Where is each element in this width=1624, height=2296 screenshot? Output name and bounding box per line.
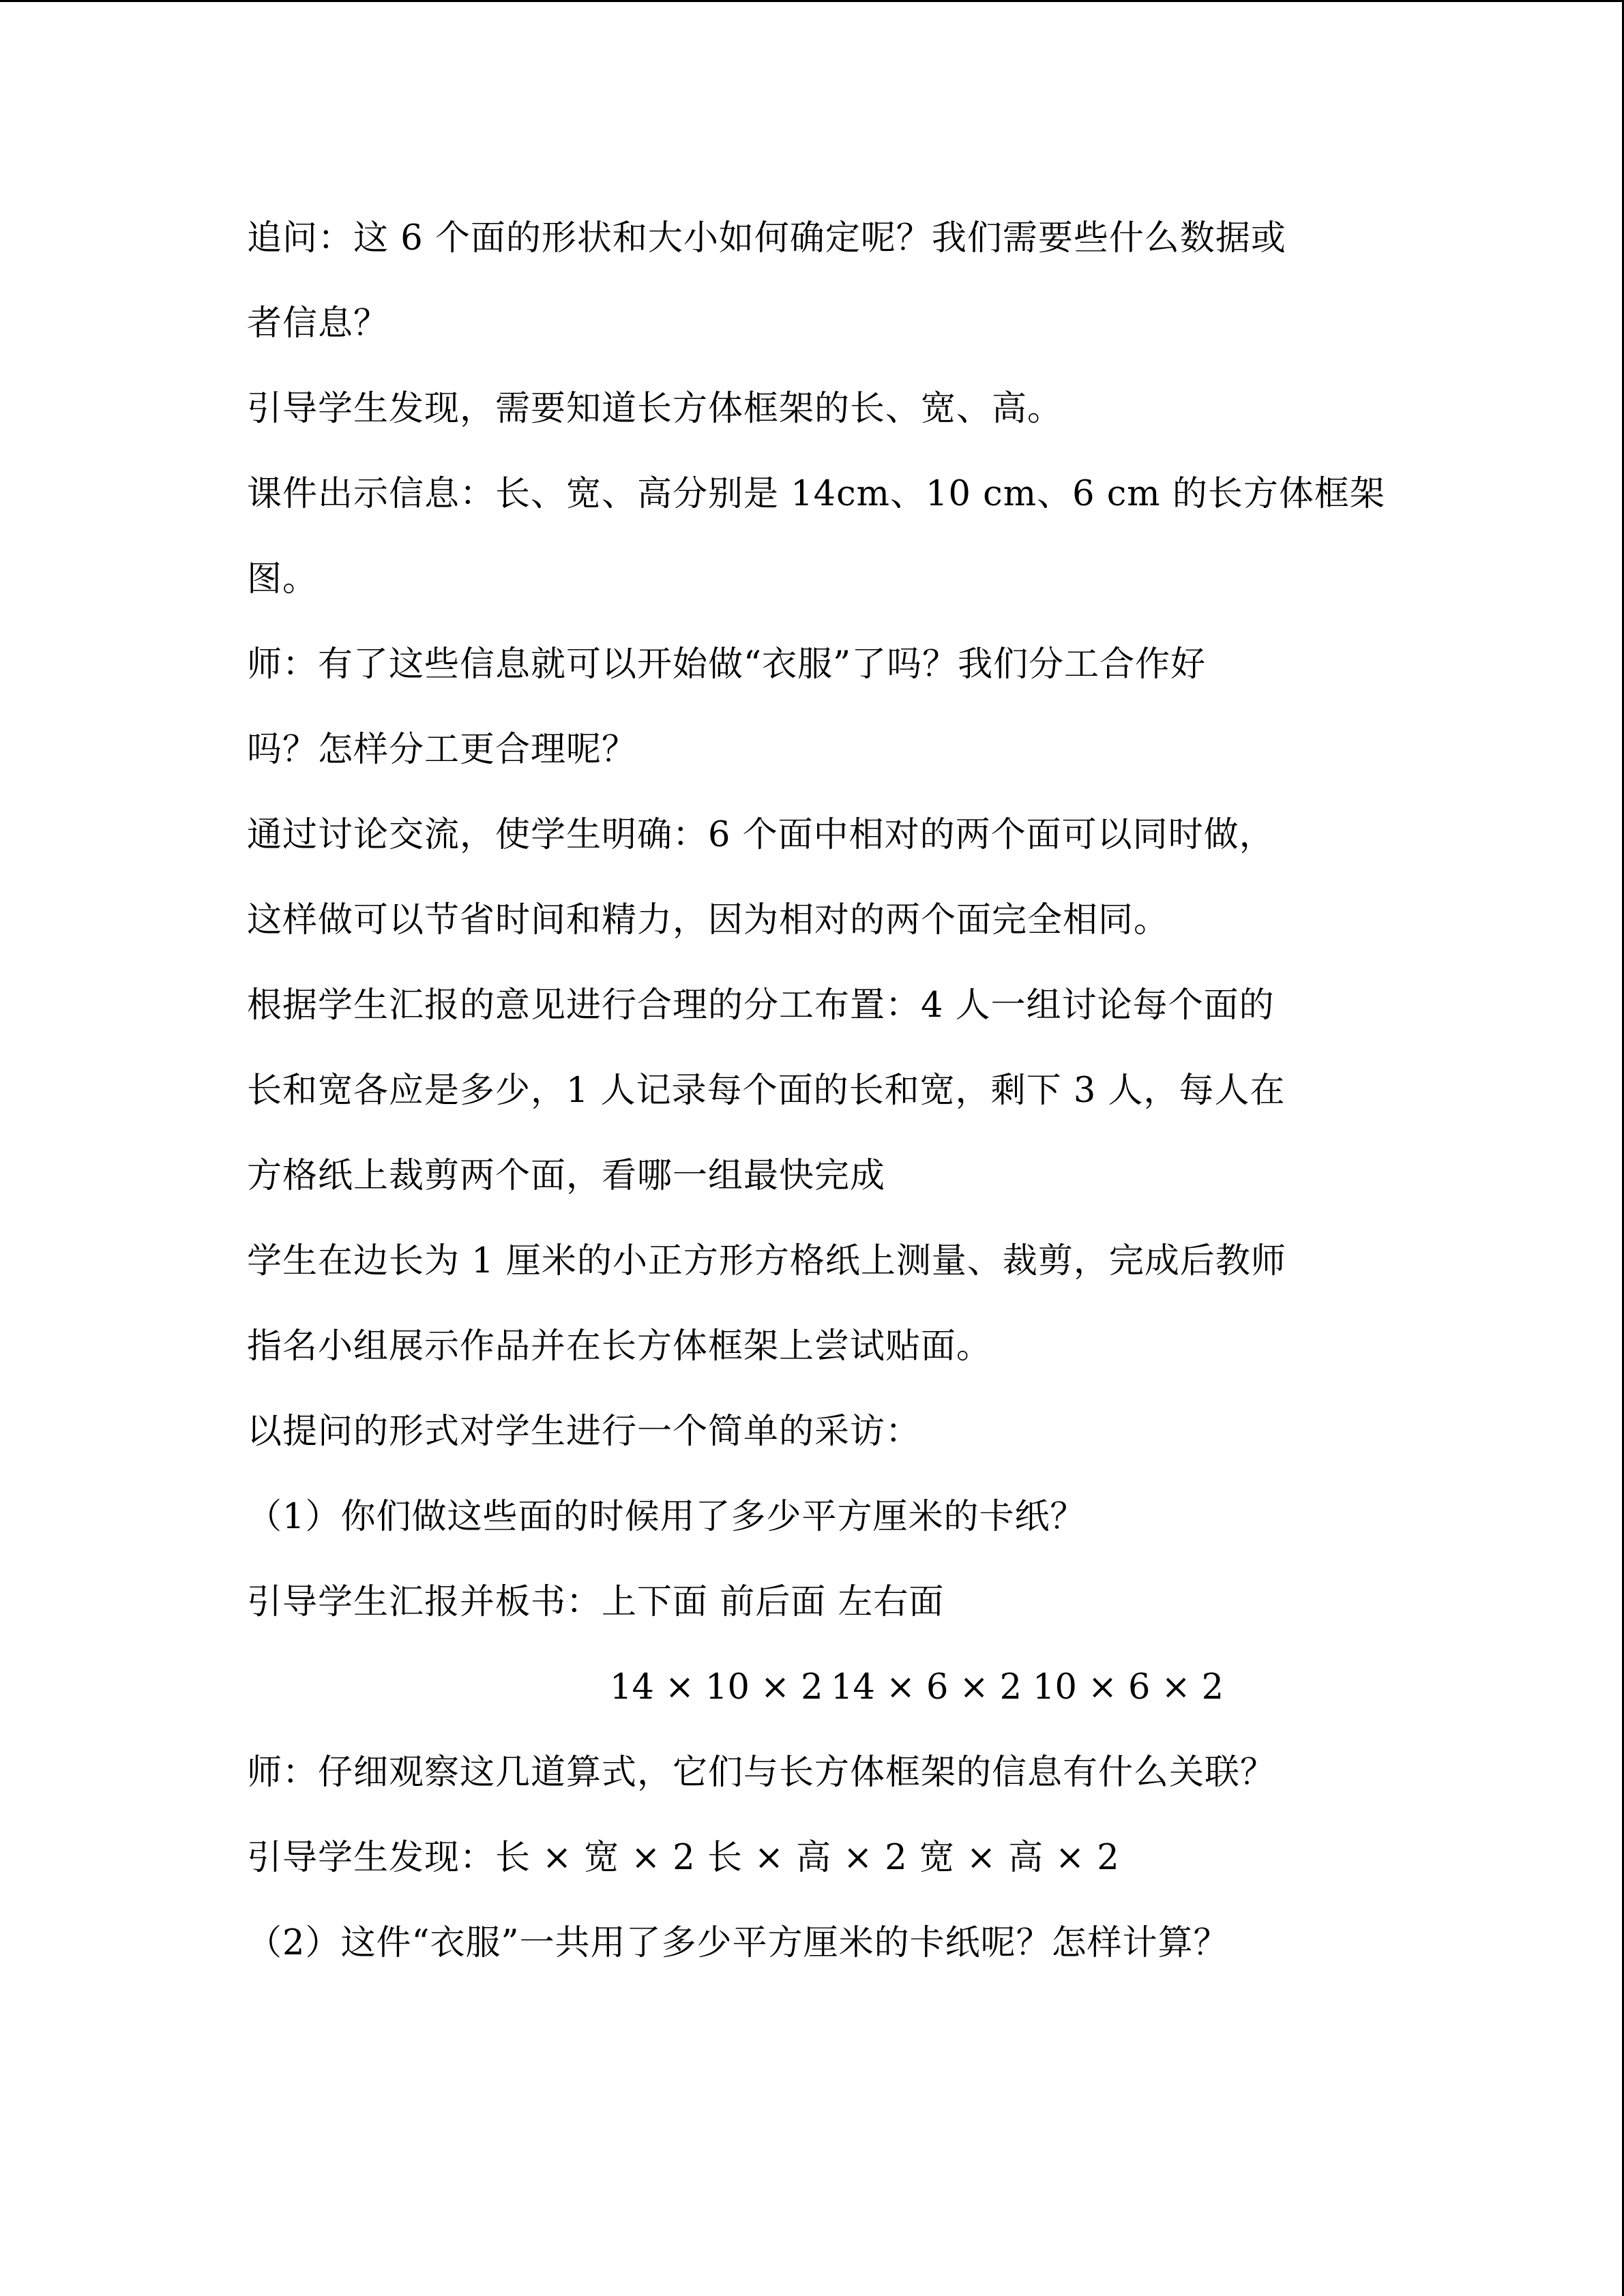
text-line: 引导学生汇报并板书：上下面 前后面 左右面: [247, 1582, 945, 1622]
text-line: 吗？怎样分工更合理呢？: [247, 730, 638, 770]
text-line: 课件出示信息：长、宽、高分别是 14cm、10 cm、6 cm 的长方体框架: [247, 474, 1385, 514]
text-line: 长和宽各应是多少，1 人记录每个面的长和宽，剩下 3 人，每人在: [247, 1071, 1286, 1111]
text-line: 以提问的形式对学生进行一个简单的采访：: [247, 1412, 921, 1452]
text-line: 指名小组展示作品并在长方体框架上尝试贴面。: [247, 1326, 992, 1367]
text-line: 方格纸上裁剪两个面，看哪一组最快完成: [247, 1156, 886, 1196]
text-line: 这样做可以节省时间和精力，因为相对的两个面完全相同。: [247, 900, 1170, 940]
text-line: 者信息？: [247, 303, 389, 344]
formula-front-back: 14 × 6 × 2: [831, 1667, 1022, 1708]
formula-top-bottom: 14 × 10 × 2: [610, 1667, 823, 1708]
text-line: 追问：这 6 个面的形状和大小如何确定呢？我们需要些什么数据或: [247, 218, 1286, 258]
document-body: [247, 211, 1385, 2001]
text-line: 通过讨论交流，使学生明确：6 个面中相对的两个面可以同时做，: [247, 815, 1275, 855]
text-line: （1）你们做这些面的时候用了多少平方厘米的卡纸？: [247, 1497, 1086, 1537]
page-top-border: [0, 0, 1624, 2]
text-line: 学生在边长为 1 厘米的小正方形方格纸上测量、裁剪，完成后教师: [247, 1241, 1286, 1281]
text-line: 根据学生汇报的意见进行合理的分工布置：4 人一组讨论每个面的: [247, 985, 1275, 1026]
text-line: （2）这件“衣服”一共用了多少平方厘米的卡纸呢？怎样计算？: [247, 1923, 1229, 1963]
text-line: 师：仔细观察这几道算式，它们与长方体框架的信息有什么关联？: [247, 1753, 1276, 1793]
formula-row: [247, 1660, 1379, 1746]
text-line: 引导学生发现，需要知道长方体框架的长、宽、高。: [247, 389, 1063, 429]
text-line: 师：有了这些信息就可以开始做“衣服”了吗？我们分工合作好: [247, 644, 1207, 685]
text-line: 引导学生发现：长 × 宽 × 2 长 × 高 × 2 宽 × 高 × 2: [247, 1838, 1120, 1878]
formula-left-right: 10 × 6 × 2: [1033, 1667, 1224, 1708]
text-line: 图。: [247, 559, 319, 599]
